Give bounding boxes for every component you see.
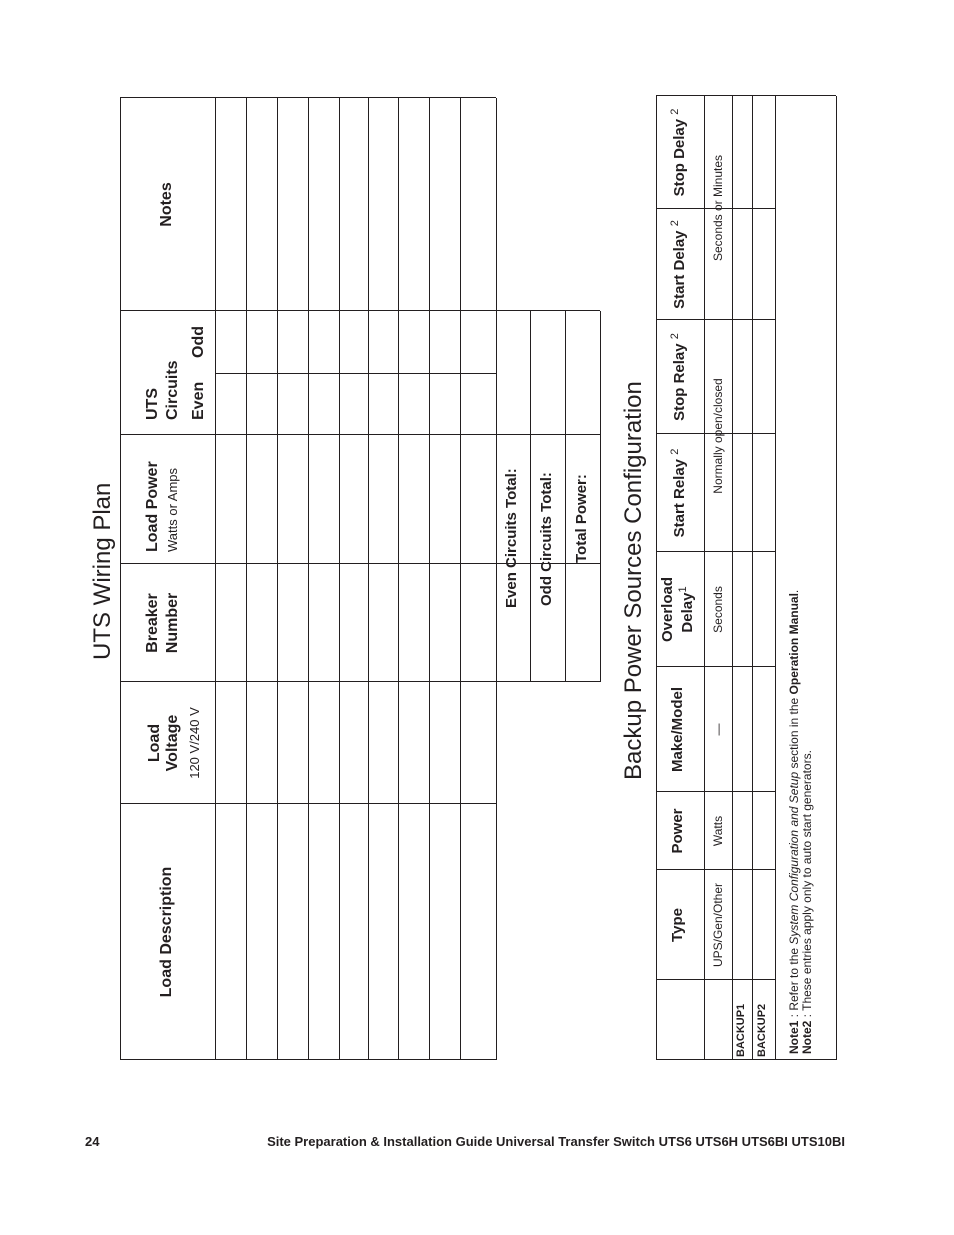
overload-delay-note-ref: 1 [677,586,689,593]
overload-unit: Seconds [711,586,725,633]
backup1-row-label: BACKUP1 [735,1003,747,1057]
guide-title: Site Preparation & Installation Guide Universal Transfer Switch UTS6 UTS6H UTS6BI UTS10BI [267,1134,845,1149]
start-delay-label: Start Delay [671,230,688,309]
overload-delay-label: Delay [679,592,696,633]
note1-text-c: section in the [787,694,801,772]
uts-even-header: Even [190,381,207,420]
type-header: Type [669,908,686,942]
load-power-header: Load Power [144,461,161,552]
even-circuits-total-label: Even Circuits Total: [503,468,520,608]
note1-text-a: : Refer to the [787,944,801,1021]
note1-text-d: Operation Manual [787,593,801,695]
load-voltage-subtitle: 120 V/240 V [187,707,202,779]
stop-delay-label: Stop Delay [671,118,688,197]
uts-odd-header: Odd [190,326,207,358]
breaker-header-line1: Breaker [144,593,161,653]
note2 [801,750,814,1054]
page-number: 24 [85,1134,100,1149]
stop-delay-header [670,96,688,209]
start-relay-label: Start Relay [671,458,688,538]
overload-delay-header-line1: Overload [659,576,676,643]
load-voltage-header-line2: Voltage [164,714,181,772]
power-unit: Watts [711,815,725,847]
breaker-header-line2: Number [164,592,181,654]
load-power-subtitle: Watts or Amps [165,467,180,552]
uts-circuits-header-line2: Circuits [164,360,181,420]
rotated-page-content [89,96,836,1060]
load-description-header: Load Description [158,866,175,998]
wiring-plan-title: UTS Wiring Plan [89,482,116,660]
backup2-row-label: BACKUP2 [756,1003,768,1057]
stop-relay-label: Stop Relay [671,343,688,421]
odd-circuits-total-label: Odd Circuits Total: [538,472,555,606]
page-footer [85,1134,845,1154]
notes-header: Notes [158,182,175,227]
start-relay-note-ref: 2 [669,448,681,455]
note2-text: : These entries apply only to auto start generators. [800,750,814,1021]
delay-unit: Seconds or Minutes [711,154,725,262]
note1-label: Note1 [787,1020,801,1054]
relay-unit: Normally open/closed [711,378,725,494]
overload-delay-header-line2 [678,552,696,667]
note1-text-e: . [787,589,801,594]
note2-label: Note2 [800,1020,814,1054]
make-model-header: Make/Model [669,686,686,773]
note1 [788,590,801,1054]
start-delay-note-ref: 2 [669,220,681,227]
make-model-unit: — [711,723,725,736]
stop-relay-note-ref: 2 [669,333,681,340]
load-voltage-header-line1: Load [146,723,163,763]
note1-text-b: System Configuration and Setup [787,771,801,945]
stop-delay-note-ref: 2 [669,108,681,115]
backup-config-title: Backup Power Sources Configuration [620,381,647,780]
start-delay-header [670,209,688,320]
type-unit: UPS/Gen/Other [711,882,725,968]
start-relay-header [670,434,688,552]
total-power-label: Total Power: [573,474,590,563]
stop-relay-header [670,320,688,434]
uts-circuits-header-line1: UTS [144,388,161,420]
power-header: Power [669,808,686,854]
